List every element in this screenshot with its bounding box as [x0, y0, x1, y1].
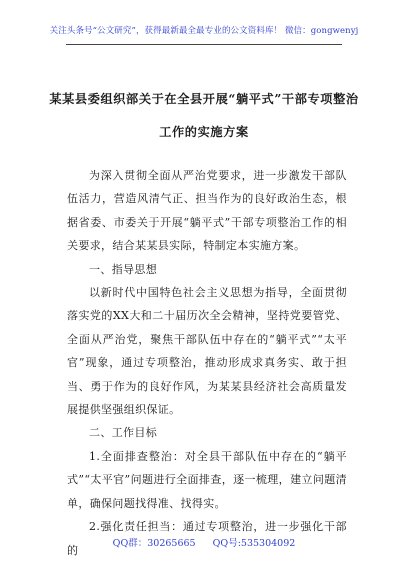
goal-item-2: 2.强化责任担当：通过专项整治，进一步强化干部的 — [67, 520, 347, 557]
section-heading-guiding-ideology: 一、指导思想 — [89, 262, 158, 276]
section-heading-work-goals: 二、工作目标 — [89, 426, 158, 440]
document-body — [67, 164, 347, 562]
footer-contact — [0, 535, 408, 549]
footer-qq-group: QQ群：30265665 — [112, 538, 196, 549]
footer-qq-number: QQ号:535304092 — [212, 538, 296, 549]
guiding-ideology-paragraph: 以新时代中国特色社会主义思想为指导，全面贯彻落实党的XX大和二十届历次全会精神，坚持党要管党、全面从严治党，聚焦干部队伍中存在的“躺平式”“太平官”现象，通过专项整治，推动形成求真务实、敢于担当、勇于作为的良好作风，为某某县经济社会高质量发展提供坚强组织保证。 — [67, 286, 347, 417]
header-banner: 关注头条号“公文研究”，获得最新最全最专业的公文资料库！ 微信：gongwenyj — [49, 26, 359, 36]
document-title-line-1: 某某县委组织部关于在全县开展“躺平式”干部专项整治 — [49, 92, 359, 106]
header-divider — [66, 44, 342, 45]
document-title-line-2: 工作的实施方案 — [159, 125, 249, 139]
goal-item-1: 1.全面排查整治：对全县干部队伍中存在的“躺平式”“太平官”问题进行全面排查，逐一梳理，建立问题清单，确保问题找得准、找得实。 — [67, 449, 347, 510]
intro-paragraph: 为深入贯彻全面从严治党要求，进一步激发干部队伍活力，营造风清气正、担当作为的良好政治生态，根据省委、市委关于开展“躺平式”干部专项整治工作的相关要求，结合某某县实际，特制定本实施方案。 — [67, 169, 347, 253]
